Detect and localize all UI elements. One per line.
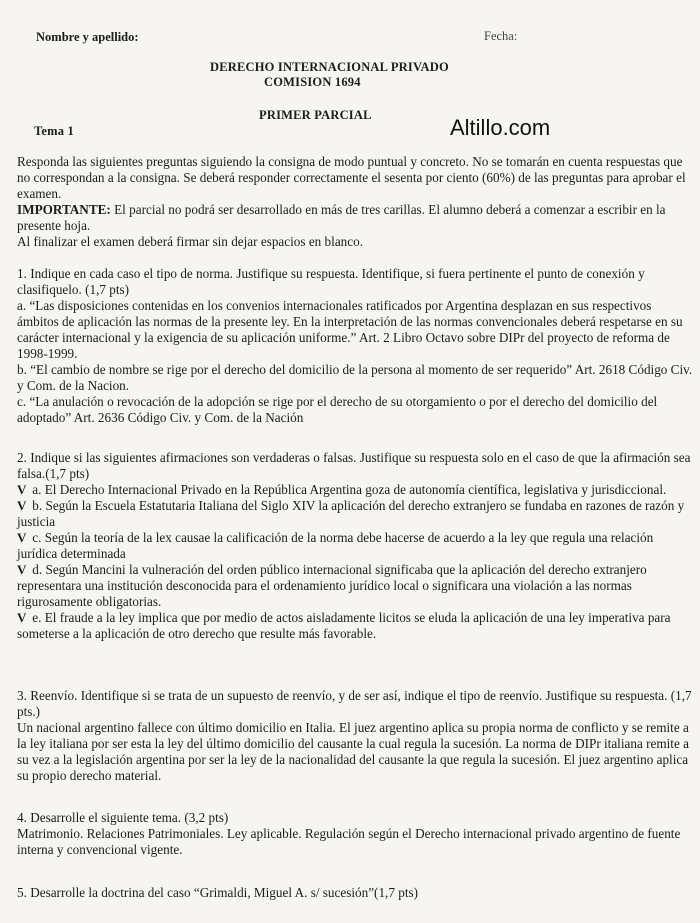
check-mark-icon: V: [17, 482, 27, 497]
question-1: [17, 266, 693, 426]
question-5: [17, 885, 693, 901]
name-label: Nombre y apellido:: [36, 30, 139, 44]
question-1-item-a: a. “Las disposiciones contenidas en los convenios internacionales ratificados por Argentina desplazan en sus respectivos ámbitos de aplicación las normas de la presente ley. En la interpretación de las normas convencionales deberá respetarse en su carácter internacional y la exigencia de su aplicación uniforme.” Art. 2 Libro Octavo sobre DIPr del proyecto de reforma de 1998-1999.: [17, 298, 683, 361]
important-label: IMPORTANTE:: [17, 202, 111, 217]
question-3-prompt: 3. Reenvío. Identifique si se trata de un supuesto de reenvío, y de ser así, indique el tipo de reenvío. Justifique su respuesta. (1,7 pts.): [17, 688, 692, 719]
question-2-item-d: V d. Según Mancini la vulneración del orden público internacional significaba que la aplicación del derecho extranjero representara una institución desconocida para el ordenamiento jurídico local o significara una violación a las normas rigurosamente obligatorias.: [17, 562, 647, 609]
question-3-text: Un nacional argentino fallece con último domicilio en Italia. El juez argentino aplica su propia norma de conflicto y se remite a la ley italiana por ser esta la ley del último domicilio del causante la cual regula la sucesión. La norma de DIPr italiana remite a su vez a la legislación argentina por ser la ley de la nacionalidad del causante la que regula la sucesión. El juez argentino aplica su propio derecho material.: [17, 720, 689, 783]
question-1-item-b: b. “El cambio de nombre se rige por el derecho del domicilio de la persona al momento de ser requerido” Art. 2618 Código Civ. y Com. de la Nacion.: [17, 362, 693, 393]
question-2-item-c: V c. Según la teoría de la lex causae la calificación de la norma debe hacerse de acuerdo a la ley que regula una relación jurídica determinada: [17, 530, 654, 561]
question-2-prompt: 2. Indique si las siguientes afirmaciones son verdaderas o falsas. Justifique su respuesta solo en el caso de que la afirmación sea falsa.(1,7 pts): [17, 450, 691, 481]
question-2-item-e: V e. El fraude a la ley implica que por medio de actos aisladamente licitos se eluda la aplicación de una ley imperativa para someterse a la aplicación de otro derecho que resulte más favorable.: [17, 610, 671, 641]
important-paragraph: [17, 202, 693, 234]
question-1-prompt: 1. Indique en cada caso el tipo de norma. Justifique su respuesta. Identifique, si fuera pertinente el punto de conexión y clasifiquelo. (1,7 pts): [17, 266, 645, 297]
question-2: [17, 450, 693, 642]
question-1-item-c: c. “La anulación o revocación de la adopción se rige por el derecho de su otorgamiento o por el derecho del domicilio del adoptado” Art. 2636 Código Civ. y Com. de la Nación: [17, 394, 658, 425]
check-mark-icon: V: [17, 498, 27, 513]
question-4-prompt: 4. Desarrolle el siguiente tema. (3,2 pts): [17, 810, 229, 825]
commission-title: COMISION 1694: [264, 75, 361, 89]
check-mark-icon: V: [17, 562, 27, 577]
topic-title: Tema 1: [34, 124, 74, 138]
date-label: Fecha:: [484, 29, 518, 43]
question-3: [17, 688, 693, 784]
course-title: DERECHO INTERNACIONAL PRIVADO: [210, 60, 449, 74]
check-mark-icon: V: [17, 610, 27, 625]
question-4-text: Matrimonio. Relaciones Patrimoniales. Ley aplicable. Regulación según el Derecho internacional privado argentino de fuente interna y convencional vigente.: [17, 826, 681, 857]
instructions-text: Responda las siguientes preguntas siguiendo la consigna de modo puntual y concreto. No se tomarán en cuenta respuestas que no correspondan a la consigna. Se deberá responder correctamente el sesenta por ciento (60%) de las preguntas para aprobar el examen.: [17, 154, 686, 201]
instructions-block: [17, 154, 693, 250]
sign-instruction: Al finalizar el examen deberá firmar sin dejar espacios en blanco.: [17, 234, 364, 249]
important-text: El parcial no podrá ser desarrollado en más de tres carillas. El alumno deberá a comenzar a escribir en la presente hoja.: [17, 202, 666, 233]
check-mark-icon: V: [17, 530, 27, 545]
question-2-item-a: V a. El Derecho Internacional Privado en la República Argentina goza de autonomía científica, legislativa y jurisdiccional.: [17, 482, 667, 497]
question-2-item-b: V b. Según la Escuela Estatutaria Italiana del Siglo XIV la aplicación del derecho extranjero se fundaba en razones de razón y justicia: [17, 498, 685, 529]
question-4: [17, 810, 693, 858]
exam-title: PRIMER PARCIAL: [259, 108, 372, 122]
question-5-prompt: 5. Desarrolle la doctrina del caso “Grimaldi, Miguel A. s/ sucesión”(1,7 pts): [17, 885, 419, 900]
watermark-logo: Altillo.com: [450, 115, 551, 140]
